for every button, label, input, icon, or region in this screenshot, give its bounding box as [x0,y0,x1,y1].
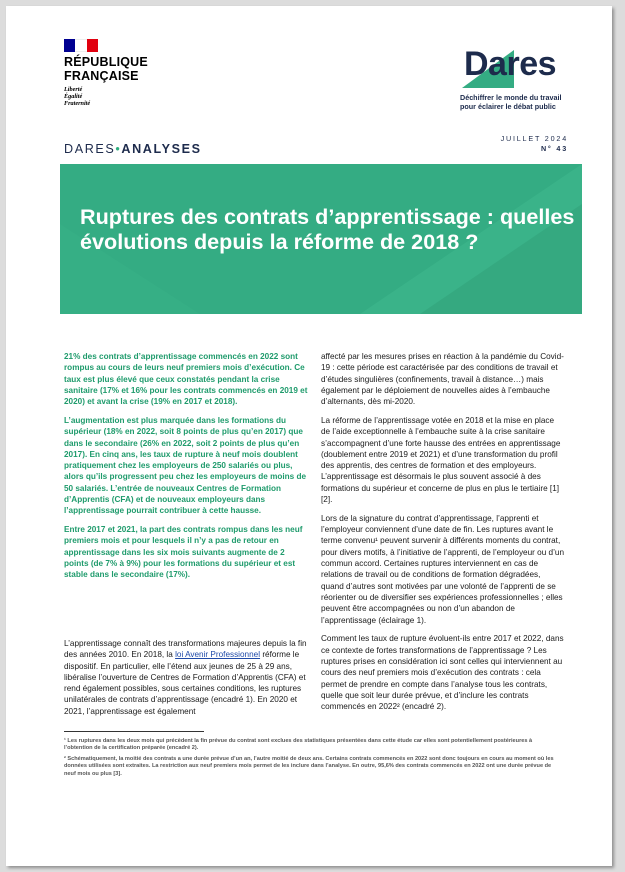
issue-number: N° 43 [540,144,568,153]
body-paragraph: Lors de la signature du contrat d’apprentissage, l’apprenti et l’employeur conviennent d’une date de fin. Les ruptures avant le terme convenu¹ peuvent survenir à différents moments du contrat, pour divers motifs, à l’initiative de l’apprenti, de l’employeur ou d’un commun accord. Certaines ruptures interviennent en cas de relations de travail ou de conditions de formation dégradées, quand d’autres sont motivées par une volonté de l’apprenti de se réorienter ou de diversifier ses expériences professionnelles ; elles peuvent être accompagnées ou non d’un abandon de l’apprentissage (éclairage 1). [321,513,565,625]
flag-blue-band [64,39,75,52]
intro-column [64,638,308,725]
body-paragraph: La réforme de l’apprentissage votée en 2018 et la mise en place de l’aide exceptionnelle à l’embauche suite à la crise sanitaire s’accompagnent d’une forte hausse des entrées en apprentissage (doublement entre 2019 et 2021) et d’une transformation du profil des apprentis, des centres de formation et des employeurs. L’apprentissage est désormais le plus souvent associé à des formations du supérieur et concerne de plus en plus le tertiaire [1] [2]. [321,415,561,505]
summary-paragraph: 21% des contrats d’apprentissage commencés en 2022 sont rompus au cours de leurs neuf premiers mois d’exécution. Ce taux est plus élevé que ceux constatés pendant la crise sanitaire (17% et 16% pour les contrats commencés en 2019 et 2020) et avant la crise (19% en 2017 et 2018). [64,352,308,407]
dares-logo-text: Dares [464,45,557,83]
republique-line-2: FRANÇAISE [64,68,139,83]
loi-avenir-link[interactable]: loi Avenir Professionnel [175,650,261,660]
intro-text-2: réforme le dispositif. En particulier, elle l’étend aux jeunes de 25 à 29 ans, libéralise l’ouverture de Centres de Formation d’Apprentis (CFA) et rend également possibles, sous certaines conditions, les ruptures unilatérales de contrats d’apprentissage (encadré 1). En 2020 et 2021, l’apprentissage est également [64,650,306,716]
summary-column [64,351,308,588]
motto-fraternite: Fraternité [64,100,91,108]
series-dot: • [115,142,122,156]
summary-paragraph: Entre 2017 et 2021, la part des contrats rompus dans les neuf premiers mois et pour lesquels il n’y a pas de retour en apprentissage dans les six mois suivants augmente de 2 points (de 7% à 9%) pour les formations du supérieur et est stable dans le secondaire (17%). [64,525,303,580]
document-page [6,6,612,866]
body-paragraph: Comment les taux de rupture évoluent-ils entre 2017 et 2022, dans ce contexte de fortes transformations de l’apprentissage ? Les ruptures prises en considération ici sont celles qui interviennent au cours des neuf premiers mois d’exécution des contrats : cela permet de prendre en compte dans l’analyse tous les contrats, quelle que soit leur durée prévue, et d’inclure les contrats commencés en 2022² (encadré 2). [321,634,564,712]
flag-red-band [87,39,98,52]
right-column [321,351,565,720]
french-flag-icon [64,39,98,52]
title-banner [60,164,582,314]
tagline-line-2: pour éclairer le débat public [460,102,556,111]
issue-date: JUILLET 2024 [500,134,568,143]
body-paragraph: affecté par les mesures prises en réaction à la pandémie du Covid-19 : cette période est caractérisée par des conditions de travail et d’études singulières (confinements, travail à distance…) mais également par le déploiement de nouvelles aides à l’embauche d’alternants, dès mi-2020. [321,352,564,407]
footnote-1: ¹ Les ruptures dans les deux mois qui précèdent la fin prévue du contrat sont exclues des statistiques présentées dans cette étude car elles sont potentiellement postérieures à l’obtention de la certification préparée (encadré 2). [64,738,533,752]
footnote-divider [64,731,204,732]
tagline-line-1: Déchiffrer le monde du travail [460,93,562,102]
series-part-1: DARES [64,142,116,156]
motto-liberte: Liberté [64,86,83,93]
dares-tagline [460,93,561,111]
flag-white-band [75,39,86,52]
intro-paragraph [64,638,308,717]
republique-francaise-logo [64,39,148,108]
issue-info [501,134,568,154]
intro-text-1: L’apprentissage connaît des transformations majeures depuis la fin des années 2010. En 2018, la [64,639,307,660]
republique-line-1: RÉPUBLIQUE [64,55,148,69]
series-title [64,142,202,156]
motto-egalite: Égalité [64,93,83,101]
footnotes [64,738,554,781]
footnote-2: ² Schématiquement, la moitié des contrats a une durée prévue d’un an, l’autre moitié de deux ans. Certains contrats commencés en 2022 sont donc toujours en cours au moment où les données utilisées sont extraites. La restriction aux neuf premiers mois permet de les inclure dans l’analyse. En outre, 95,6% des contrats commencés en 2022 ont une durée prévue de neuf mois ou plus [3]. [64,756,554,777]
page-title: Ruptures des contrats d’apprentissage : quelles évolutions depuis la réforme de 2018 ? [80,204,575,254]
series-part-2: ANALYSES [121,142,202,156]
summary-paragraph: L’augmentation est plus marquée dans les formations du supérieur (18% en 2022, soit 8 points de plus qu’en 2017) que dans le secondaire (26% en 2022, soit 2 points de plus qu’en 2017). En cinq ans, les taux de rupture à neuf mois doublent pratiquement chez les employeurs de 250 salariés ou plus, alors qu’ils progressent peu chez les employeurs de moins de 50 salariés. L’entrée de nouveaux Centres de Formation d’Apprentis (CFA) et de nouveaux employeurs dans l’apprentissage pourrait contribuer à cette hausse. [64,415,307,516]
